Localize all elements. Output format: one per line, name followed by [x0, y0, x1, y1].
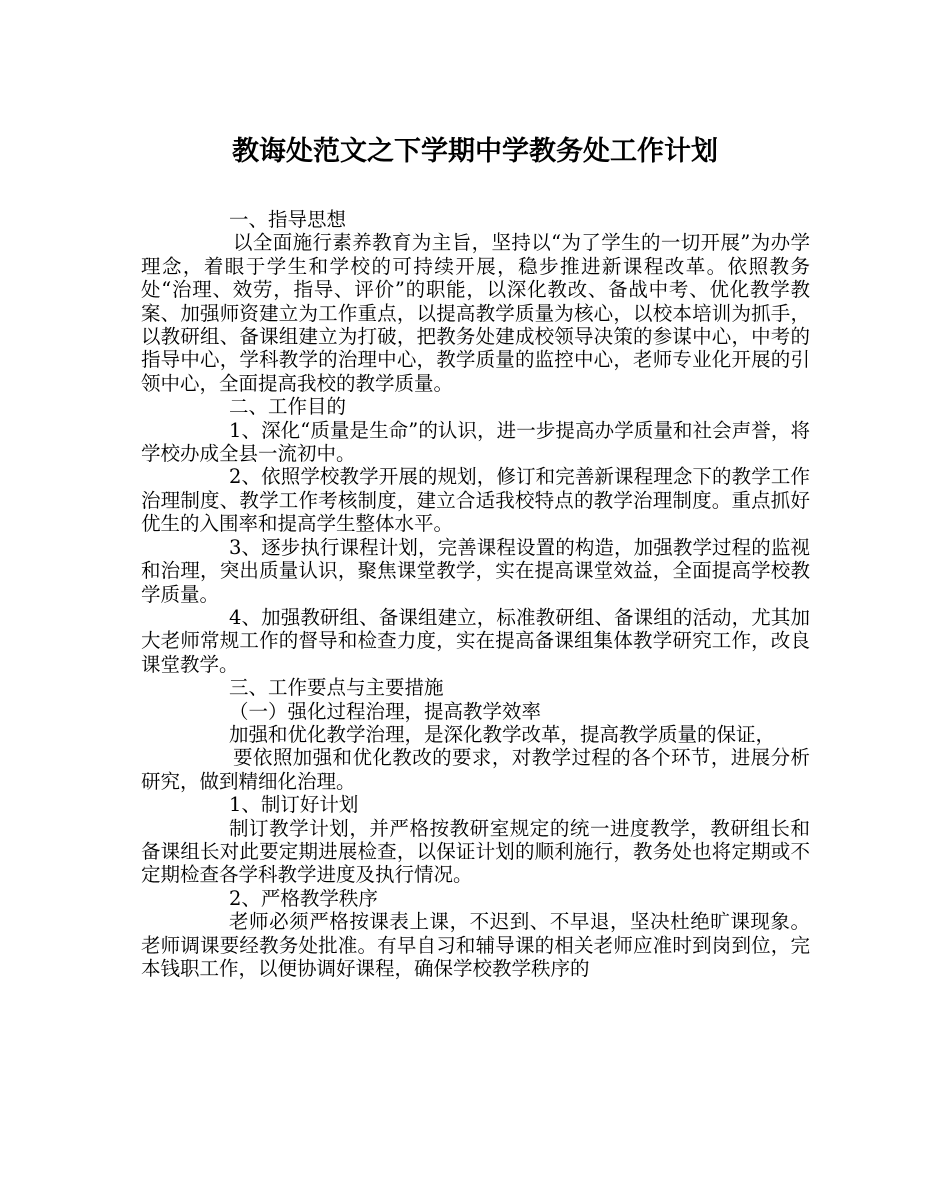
paragraph: 要依照加强和优化教改的要求，对教学过程的各个环节，进展分析研究，做到精细化治理。 — [141, 746, 810, 793]
subsection-heading: （一）强化过程治理，提高教学效率 — [229, 699, 542, 723]
section-heading: 二、工作目的 — [229, 395, 347, 419]
document-title: 教诲处范文之下学期中学教务处工作计划 — [232, 136, 718, 167]
paragraph: 加强和优化教学治理，是深化教学改革，提高教学质量的保证， — [229, 722, 776, 746]
paragraph: 以全面施行素养教育为主旨，坚持以“为了学生的一切开展”为办学理念，着眼于学生和学校的可持续开展，稳步推进新课程改革。依照教务处“治理、效劳，指导、评价”的职能，以深化教改、备战中考、优化教学教案、加强师资建立为工作重点，以提高教学质量为核心，以校本培训为抓手，以教研组、备课组建立为打破，把教务处建成校领导决策的参谋中心，中考的指导中心，学科教学的治理中心，教学质量的监控中心，老师专业化开展的引领中心，全面提高我校的教学质量。 — [141, 231, 810, 395]
paragraph: 4、加强教研组、备课组建立，标准教研组、备课组的活动，尤其加大老师常规工作的督导和检查力度，实在提高备课组集体教学研究工作，改良课堂教学。 — [141, 605, 810, 676]
section-heading: 三、工作要点与主要措施 — [229, 676, 444, 700]
paragraph: 2、依照学校教学开展的规划，修订和完善新课程理念下的教学工作治理制度、教学工作考核制度，建立合适我校特点的教学治理制度。重点抓好优生的入围率和提高学生整体水平。 — [141, 465, 810, 536]
paragraph: 3、逐步执行课程计划，完善课程设置的构造，加强教学过程的监视和治理，突出质量认识，聚焦课堂教学，实在提高课堂效益，全面提高学校教学质量。 — [141, 535, 810, 606]
document-body — [141, 208, 810, 980]
paragraph: 老师必须严格按课表上课，不迟到、不早退，坚决杜绝旷课现象。老师调课要经教务处批准。有早自习和辅导课的相关老师应准时到岗到位，完本钱职工作，以便协调好课程，确保学校教学秩序的 — [141, 910, 810, 980]
item-heading: 1、制订好计划 — [229, 793, 359, 817]
paragraph: 1、深化“质量是生命”的认识，进一步提高办学质量和社会声誉，将学校办成全县一流初中。 — [141, 418, 810, 466]
paragraph: 制订教学计划，并严格按教研室规定的统一进度教学，教研组长和备课组长对此要定期进展检查，以保证计划的顺利施行，教务处也将定期或不定期检查各学科教学进度及执行情况。 — [141, 816, 810, 887]
item-heading: 2、严格教学秩序 — [229, 886, 378, 910]
section-heading: 一、指导思想 — [229, 208, 347, 231]
